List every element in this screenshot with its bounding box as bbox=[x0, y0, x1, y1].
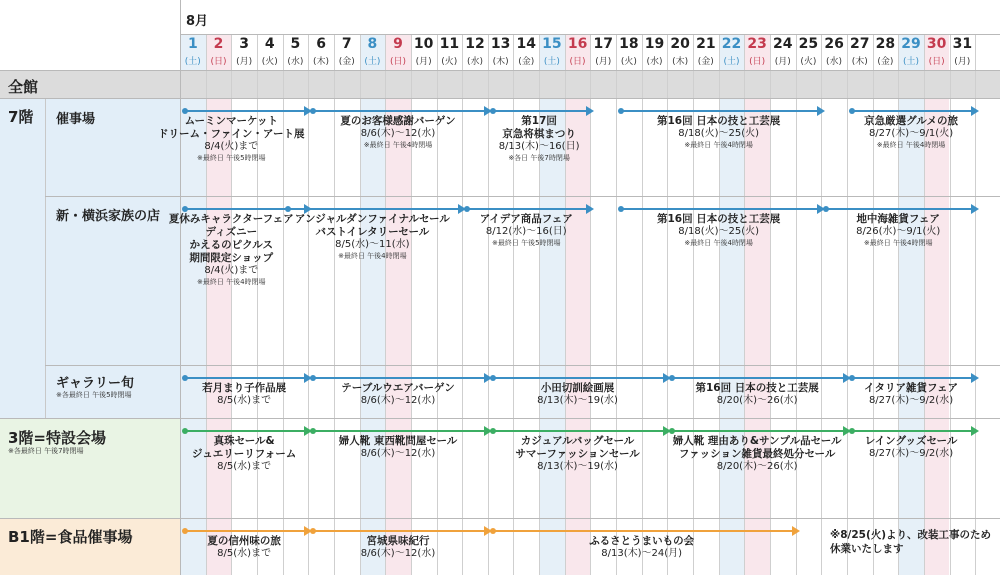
event-note: ※最終日 午後4時閉場 bbox=[684, 141, 753, 149]
event-title: 期間限定ショップ bbox=[189, 252, 274, 264]
day-number: 27 bbox=[849, 36, 870, 52]
b1-period-arrowhead bbox=[792, 526, 800, 536]
day-number: 4 bbox=[264, 36, 275, 52]
saijijo-period-line bbox=[184, 110, 305, 112]
f3-period-start bbox=[182, 428, 188, 434]
day-number: 7 bbox=[341, 36, 352, 52]
notice-line: 休業いたします bbox=[830, 543, 904, 555]
section-7f-shin: 新・横浜家族の店 bbox=[56, 209, 161, 224]
event-dates: 8/13(木)〜19(水) bbox=[537, 395, 618, 406]
event-dates: 8/6(木)〜12(水) bbox=[360, 548, 436, 559]
day-number: 29 bbox=[901, 36, 921, 52]
event-note: ※最終日 午後4時閉場 bbox=[197, 278, 266, 286]
event-title: ファッション雑貨最終処分セール bbox=[678, 448, 836, 460]
day-of-week: (月) bbox=[954, 57, 971, 67]
event-title: 真珠セール& bbox=[213, 435, 275, 447]
gallery-period-line bbox=[851, 377, 972, 379]
event-title: レイングッズセール bbox=[864, 435, 958, 447]
event-title: 第16回 日本の技と工芸展 bbox=[657, 213, 781, 225]
day-of-week: (土) bbox=[723, 57, 740, 67]
day-of-week: (火) bbox=[620, 57, 637, 67]
shin-period-start bbox=[618, 206, 624, 212]
b1-period-line bbox=[184, 530, 305, 532]
shin-period-line bbox=[620, 208, 818, 210]
shin-period-start bbox=[182, 206, 188, 212]
f3-period-line bbox=[184, 430, 305, 432]
event-note: ※最終日 午後5時閉場 bbox=[197, 154, 266, 162]
day-number: 6 bbox=[316, 36, 326, 52]
b1-event[interactable] bbox=[288, 535, 508, 560]
grid-hline bbox=[0, 98, 1000, 99]
day-of-week: (日) bbox=[569, 57, 586, 67]
gallery-period-start bbox=[182, 375, 188, 381]
day-number: 3 bbox=[239, 36, 249, 52]
day-number: 8 bbox=[367, 36, 378, 52]
grid-hline bbox=[0, 365, 1000, 366]
event-dates: 8/5(水)まで bbox=[217, 395, 272, 406]
saijijo-period-line bbox=[312, 110, 485, 112]
event-title: イタリア雑貨フェア bbox=[864, 382, 958, 394]
shin-event[interactable] bbox=[416, 213, 636, 248]
day-of-week: (月) bbox=[595, 57, 612, 67]
saijijo-event[interactable] bbox=[609, 115, 829, 150]
day-of-week: (木) bbox=[492, 57, 509, 67]
day-of-week: (日) bbox=[210, 57, 227, 67]
b1-event[interactable] bbox=[532, 535, 752, 560]
day-of-week: (月) bbox=[236, 57, 253, 67]
event-title: バストイレタリーセール bbox=[315, 226, 430, 238]
gallery-period-start bbox=[849, 375, 855, 381]
saijijo-period-start bbox=[310, 108, 316, 114]
day-number: 19 bbox=[644, 36, 665, 52]
event-dates: 8/4(火)まで bbox=[204, 265, 259, 276]
day-of-week: (火) bbox=[261, 57, 278, 67]
day-number: 26 bbox=[824, 36, 844, 52]
grid-vline-sub bbox=[45, 98, 46, 418]
event-dates: 8/6(木)〜12(水) bbox=[360, 448, 436, 459]
grid-hline bbox=[0, 70, 1000, 71]
f3-period-start bbox=[669, 428, 675, 434]
day-number: 22 bbox=[721, 36, 742, 52]
event-dates: 8/18(火)〜25(火) bbox=[678, 128, 760, 139]
day-number: 14 bbox=[516, 36, 536, 52]
day-number: 9 bbox=[393, 36, 403, 52]
day-number: 30 bbox=[926, 36, 947, 52]
event-note: ※最終日 午後4時閉場 bbox=[876, 141, 946, 149]
day-of-week: (日) bbox=[928, 57, 945, 67]
shin-period-line bbox=[466, 208, 587, 210]
f3-period-start bbox=[490, 428, 496, 434]
saijijo-period-start bbox=[490, 108, 496, 114]
event-title: 婦人靴 東西靴問屋セール bbox=[338, 435, 458, 447]
day-of-week: (水) bbox=[466, 57, 483, 67]
day-of-week: (水) bbox=[826, 57, 843, 67]
day-number: 1 bbox=[187, 36, 198, 52]
event-title: アンジャルダンファイナルセール bbox=[294, 213, 450, 225]
day-of-week: (水) bbox=[646, 57, 663, 67]
3f-note: ※各最終日 午後7時閉場 bbox=[8, 447, 84, 455]
notice-line: ※8/25(火)より、改装工事のため bbox=[830, 529, 992, 541]
day-of-week: (金) bbox=[877, 57, 894, 67]
event-dates: 8/5(水)まで bbox=[217, 461, 272, 472]
f3-period-line bbox=[671, 430, 844, 432]
section-7f-saijijo: 催事場 bbox=[56, 112, 96, 127]
day-number: 2 bbox=[213, 36, 224, 52]
event-dates: 8/20(木)〜26(水) bbox=[716, 395, 798, 406]
event-dates: 8/4(火)まで bbox=[204, 141, 259, 152]
saijijo-period-line bbox=[851, 110, 972, 112]
f3-period-line bbox=[851, 430, 972, 432]
event-dates: 8/6(木)〜12(水) bbox=[360, 395, 436, 406]
event-dates: 8/27(木)〜9/2(水) bbox=[868, 448, 954, 459]
event-title: 夏のお客様感謝バーゲン bbox=[340, 115, 456, 127]
event-note: ※最終日 午後4時閉場 bbox=[338, 252, 407, 260]
gallery-period-line bbox=[671, 377, 844, 379]
day-of-week: (木) bbox=[672, 57, 689, 67]
day-of-week: (金) bbox=[338, 57, 355, 67]
day-number: 31 bbox=[952, 36, 973, 52]
event-dates: 8/27(木)〜9/2(水) bbox=[868, 395, 954, 406]
gallery-period-line bbox=[184, 377, 305, 379]
gallery-period-start bbox=[310, 375, 316, 381]
day-number: 23 bbox=[747, 36, 767, 52]
shin-period-line bbox=[287, 208, 460, 210]
event-note: ※最終日 午後4時閉場 bbox=[684, 239, 753, 247]
event-title: 婦人靴 理由あり&サンプル品セール bbox=[672, 435, 842, 447]
event-dates: 8/5(水)まで bbox=[217, 548, 272, 559]
day-of-week: (土) bbox=[902, 57, 920, 67]
month-label: 8月 bbox=[186, 14, 209, 29]
event-dates: 8/6(木)〜12(水) bbox=[360, 128, 436, 139]
saijijo-period-start bbox=[182, 108, 188, 114]
event-title: 宮城県味紀行 bbox=[366, 535, 430, 547]
event-title: 第16回 日本の技と工芸展 bbox=[657, 115, 781, 127]
event-title: ムーミンマーケット bbox=[184, 115, 279, 127]
day-number: 16 bbox=[567, 36, 588, 52]
gallery-period-line bbox=[312, 377, 485, 379]
saijijo-period-start bbox=[849, 108, 855, 114]
event-title: 第17回 bbox=[521, 115, 557, 127]
b1-period-line bbox=[492, 530, 793, 532]
day-number: 15 bbox=[542, 36, 562, 52]
event-dates: 8/13(木)〜19(水) bbox=[537, 461, 618, 472]
section-3f: 3階=特設会場 bbox=[8, 429, 107, 447]
day-of-week: (金) bbox=[518, 57, 535, 67]
gallery-period-start bbox=[669, 375, 675, 381]
day-number: 13 bbox=[490, 36, 511, 52]
event-dates: 8/12(水)〜16(日) bbox=[485, 226, 567, 237]
event-title: アイデア商品フェア bbox=[479, 213, 573, 225]
day-of-week: (水) bbox=[287, 57, 304, 67]
shin-period-start bbox=[823, 206, 829, 212]
b1-period-start bbox=[490, 528, 496, 534]
b1-period-start bbox=[182, 528, 188, 534]
grid-hline bbox=[0, 418, 1000, 419]
f3-period-start bbox=[849, 428, 855, 434]
event-title: ドリーム・ファイン・アート展 bbox=[158, 128, 305, 140]
grid-vline-left bbox=[180, 0, 181, 575]
day-of-week: (土) bbox=[364, 57, 381, 67]
saijijo-period-start bbox=[618, 108, 624, 114]
event-dates: 8/18(火)〜25(火) bbox=[678, 226, 760, 237]
day-of-week: (日) bbox=[389, 57, 407, 67]
event-note: ※最終日 午後4時閉場 bbox=[363, 141, 433, 149]
shin-event[interactable] bbox=[788, 213, 1000, 248]
day-of-week: (日) bbox=[749, 57, 766, 67]
event-note: ※最終日 午後4時閉場 bbox=[863, 239, 933, 247]
event-title: ジュエリーリフォーム bbox=[191, 448, 297, 460]
saijijo-period-line bbox=[492, 110, 588, 112]
day-of-week: (火) bbox=[800, 57, 817, 67]
event-dates: 8/5(水)〜11(水) bbox=[335, 239, 410, 250]
day-number: 21 bbox=[696, 36, 716, 52]
day-of-week: (土) bbox=[184, 57, 201, 67]
event-title: ディズニー bbox=[205, 226, 258, 238]
f3-period-line bbox=[492, 430, 665, 432]
saijijo-event[interactable] bbox=[801, 115, 1000, 150]
event-title: 夏休みキャラクターフェア bbox=[168, 213, 294, 225]
b1-period-line bbox=[312, 530, 485, 532]
day-of-week: (木) bbox=[313, 57, 330, 67]
section-b1: B1階=食品催事場 bbox=[8, 528, 133, 546]
grid-hline-sub bbox=[0, 365, 45, 366]
event-note: ※最終日 午後5時閉場 bbox=[491, 239, 561, 247]
day-number: 10 bbox=[413, 36, 434, 52]
event-dates: 8/13(木)〜16(日) bbox=[498, 141, 580, 152]
day-of-week: (月) bbox=[774, 57, 791, 67]
gallery-period-start bbox=[490, 375, 496, 381]
shin-period-start bbox=[464, 206, 470, 212]
event-title: 京急将棋まつり bbox=[502, 128, 576, 140]
grid-hline bbox=[180, 34, 1000, 35]
event-dates: 8/13(木)〜24(月) bbox=[601, 548, 683, 559]
day-number: 28 bbox=[875, 36, 896, 52]
event-title: サマーファッションセール bbox=[515, 448, 640, 460]
shin-period-start bbox=[285, 206, 291, 212]
event-dates: 8/20(木)〜26(水) bbox=[716, 461, 798, 472]
event-title: 若月まり子作品展 bbox=[202, 382, 287, 394]
event-title: カジュアルバッグセール bbox=[520, 435, 635, 447]
day-number: 25 bbox=[798, 36, 819, 52]
event-dates: 8/27(木)〜9/1(火) bbox=[868, 128, 954, 139]
day-of-week: (火) bbox=[441, 57, 458, 67]
b1-period-start bbox=[310, 528, 316, 534]
day-of-week: (金) bbox=[697, 57, 714, 67]
day-number: 17 bbox=[593, 36, 613, 52]
event-title: 小田切訓絵画展 bbox=[540, 382, 615, 394]
gallery-note: ※各最終日 午後5時閉場 bbox=[56, 391, 132, 399]
event-title: 夏の信州味の旅 bbox=[207, 535, 281, 547]
section-7f: 7階 bbox=[8, 108, 34, 126]
event-dates: 8/26(水)〜9/1(火) bbox=[856, 226, 941, 237]
grid-hline bbox=[0, 196, 1000, 197]
b1-notice bbox=[830, 528, 991, 556]
day-number: 24 bbox=[773, 36, 793, 52]
day-of-week: (木) bbox=[851, 57, 868, 67]
event-title: 第16回 日本の技と工芸展 bbox=[695, 382, 819, 394]
event-note: ※各日 午後7時閉場 bbox=[508, 154, 570, 162]
section-zenkan: 全館 bbox=[8, 78, 39, 96]
f3-event[interactable] bbox=[801, 435, 1000, 460]
grid-hline-sub bbox=[0, 196, 45, 197]
event-title: 地中海雑貨フェア bbox=[856, 213, 940, 225]
shin-period-line bbox=[825, 208, 972, 210]
section-7f-gallery: ギャラリー旬 bbox=[56, 376, 135, 391]
event-title: かえるのピクルス bbox=[189, 239, 273, 251]
event-title: 京急厳選グルメの旅 bbox=[864, 115, 958, 127]
day-number: 18 bbox=[619, 36, 639, 52]
gallery-period-line bbox=[492, 377, 665, 379]
day-of-week: (月) bbox=[415, 57, 432, 67]
gallery-event[interactable] bbox=[801, 382, 1000, 407]
day-number: 11 bbox=[439, 36, 460, 52]
grid-hline bbox=[0, 518, 1000, 519]
day-number: 20 bbox=[670, 36, 690, 52]
event-title: ふるさとうまいもの会 bbox=[589, 535, 695, 547]
f3-period-line bbox=[312, 430, 485, 432]
event-title: テーブルウエアバーゲン bbox=[341, 382, 455, 394]
day-number: 12 bbox=[465, 36, 485, 52]
saijijo-period-line bbox=[620, 110, 818, 112]
f3-period-start bbox=[310, 428, 316, 434]
day-number: 5 bbox=[290, 36, 301, 52]
day-of-week: (土) bbox=[543, 57, 560, 67]
